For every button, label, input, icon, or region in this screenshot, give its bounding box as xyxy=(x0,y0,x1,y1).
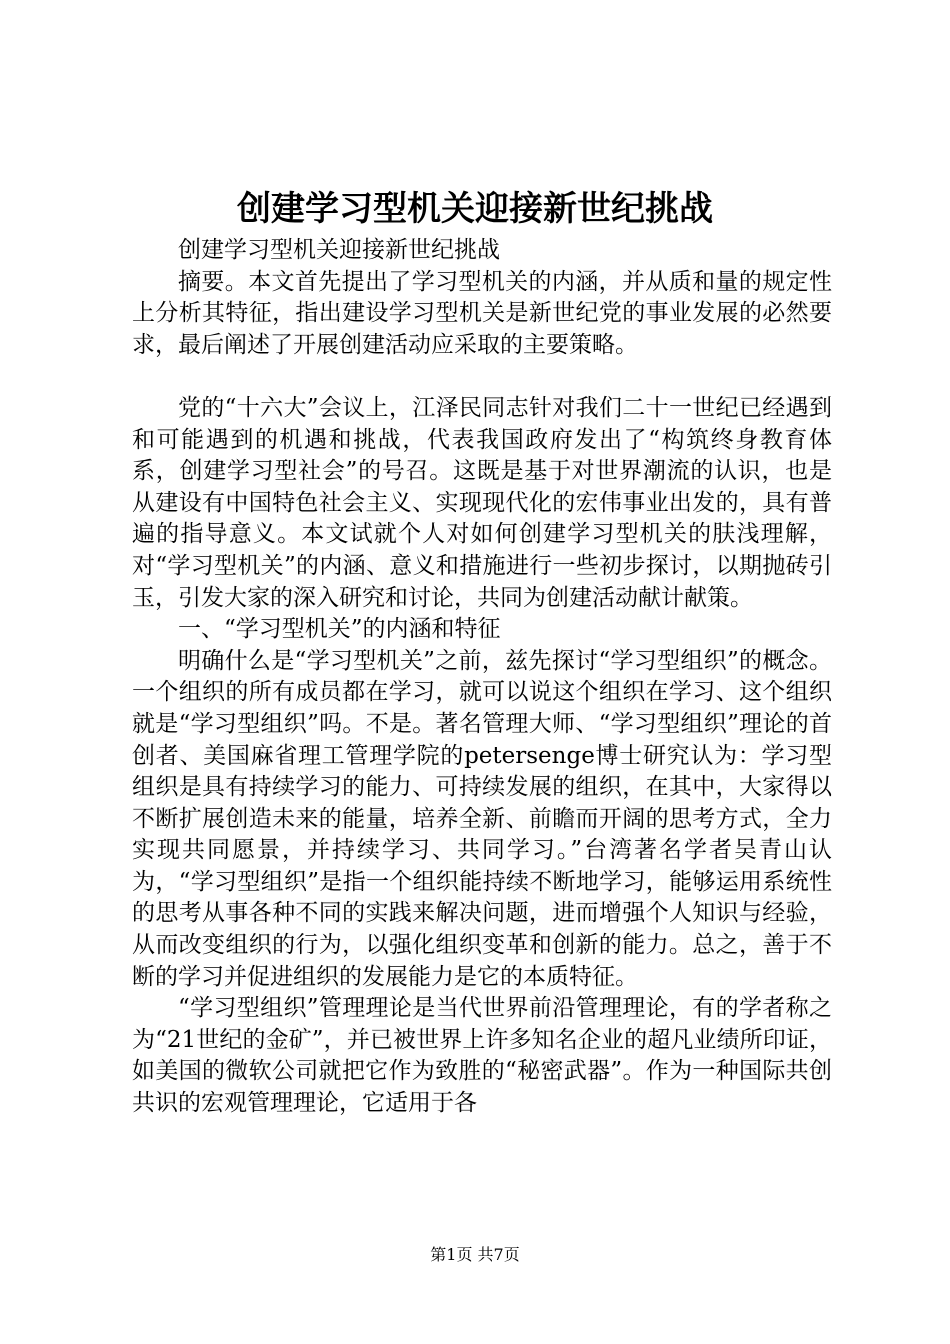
abstract-paragraph: 摘要。本文首先提出了学习型机关的内涵，并从质和量的规定性上分析其特征，指出建设学习型机关是新世纪党的事业发展的必然要求，最后阐述了开展创建活动应采取的主要策略。 xyxy=(132,268,832,358)
blank-line xyxy=(132,361,832,393)
page-footer: 第1页 共7页 xyxy=(430,1245,520,1264)
document-body xyxy=(132,235,832,1120)
definition-paragraph: 明确什么是“学习型机关”之前，兹先探讨“学习型组织”的概念。一个组织的所有成员都在学习，就可以说这个组织在学习、这个组织就是“学习型组织”吗。不是。著名管理大师、“学习型组织”理论的首创者、美国麻省理工管理学院的petersenge博士研究认为：学习型组织是具有持续学习的能力、可持续发展的组织，在其中，大家得以不断扩展创造未来的能量，培养全新、前瞻而开阔的思考方式，全力实现共同愿景，并持续学习、共同学习。”台湾著名学者吴青山认为，“学习型组织”是指一个组织能持续不断地学习，能够运用系统性的思考从事各种不同的实践来解决问题，进而增强个人知识与经验，从而改变组织的行为，以强化组织变革和创新的能力。总之，善于不断的学习并促进组织的发展能力是它的本质特征。 xyxy=(132,647,832,990)
theory-paragraph: “学习型组织”管理理论是当代世界前沿管理理论，有的学者称之为“21世纪的金矿”，并已被世界上许多知名企业的超凡业绩所印证，如美国的微软公司就把它作为致胜的“秘密武器”。作为一种国际共创共识的宏观管理理论，它适用于各 xyxy=(132,995,832,1117)
subtitle-paragraph: 创建学习型机关迎接新世纪挑战 xyxy=(178,237,500,263)
document-title: 创建学习型机关迎接新世纪挑战 xyxy=(237,189,713,229)
intro-paragraph: 党的“十六大”会议上，江泽民同志针对我们二十一世纪已经遇到和可能遇到的机遇和挑战，代表我国政府发出了“构筑终身教育体系，创建学习型社会”的号召。这既是基于对世界潮流的认识，也是从建设有中国特色社会主义、实现现代化的宏伟事业出发的，具有普遍的指导意义。本文试就个人对如何创建学习型机关的肤浅理解，对“学习型机关”的内涵、意义和措施进行一些初步探讨，以期抛砖引玉，引发大家的深入研究和讨论，共同为创建活动献计献策。 xyxy=(132,394,832,611)
section-heading: 一、“学习型机关”的内涵和特征 xyxy=(178,616,501,643)
